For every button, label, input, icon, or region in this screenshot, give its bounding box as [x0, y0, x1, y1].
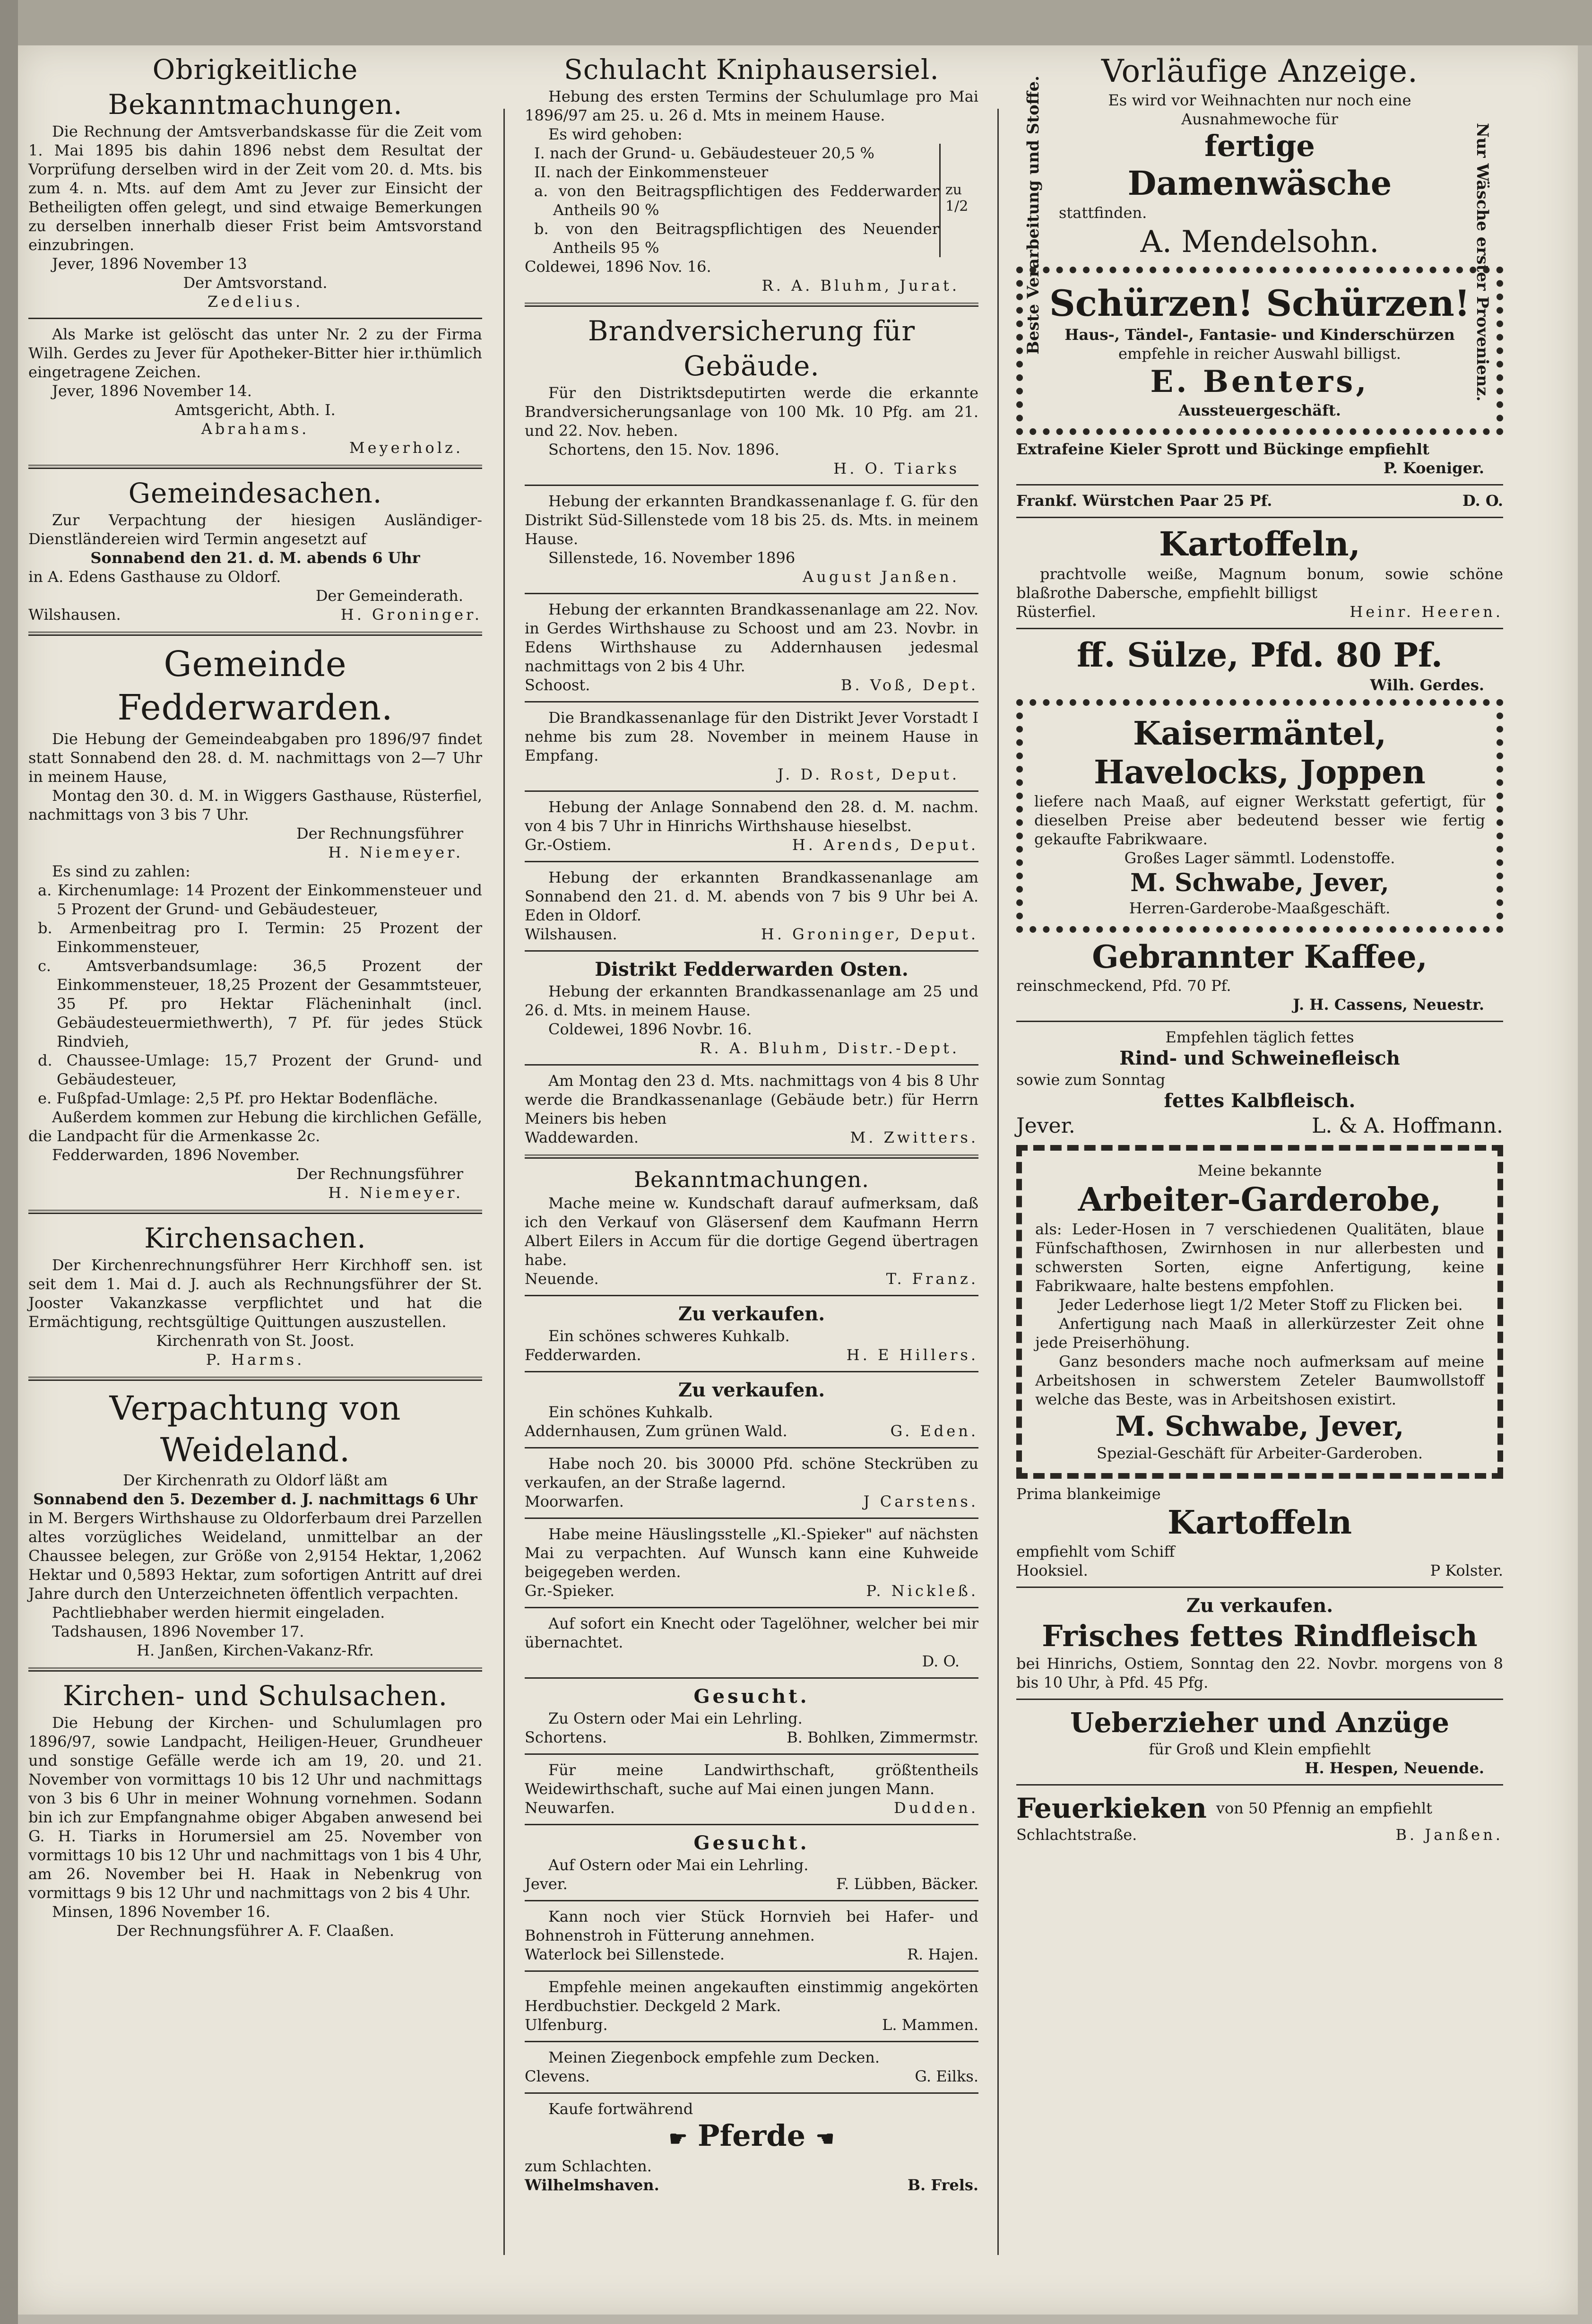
notice-text: Hebung der erkannten Brandkassenanlage f. G. für den Distrikt Süd-Sillenstede vom 18 bis 25. ds. Mts. in meinem Hause. [525, 492, 978, 548]
notice-text: Hebung der erkannten Brandkassenanlage am 25 und 26. d. Mts. in meinem Hause. [525, 982, 978, 1019]
divider [1016, 1784, 1503, 1786]
section-title: Gemeindesachen. [128, 477, 382, 509]
notice-date: Fedderwarden, 1896 November. [52, 1146, 300, 1164]
section-title: Gemeinde Fedderwarden. [117, 644, 393, 728]
ad-text: für Groß und Klein empfiehlt [1149, 1740, 1371, 1758]
sub-title: Distrikt Fedderwarden Osten. [595, 958, 908, 980]
ad-janssen [1016, 1791, 1503, 1844]
divider [525, 1064, 978, 1066]
ad-title: Zu verkaufen. [1186, 1595, 1333, 1617]
ad-signature: G. Eden. [890, 1422, 978, 1440]
ad-text: Großes Lager sämmtl. Lodenstoffe. [1124, 849, 1395, 867]
ad-signature: Heinr. Heeren. [1350, 603, 1503, 621]
ad-signature: E. Benters, [1150, 364, 1369, 399]
side-slogan-left: Beste Verarbeitung und Stoffe. [1024, 76, 1043, 355]
ad-signature: P Kolster. [1430, 1561, 1503, 1579]
notice-date: Minsen, 1896 November 16. [52, 1903, 270, 1921]
divider [1016, 1587, 1503, 1588]
ad-mendelsohn [1016, 52, 1503, 262]
ad-text: Mache meine w. Kundschaft darauf aufmerksam, daß ich den Verkauf von Gläsersenf dem Kaufmann Herrn Albert Eilers in Accum für die dortige Gegend übertragen habe. [525, 1194, 978, 1269]
ad-signature: T. Franz. [886, 1270, 978, 1288]
section-title: Kirchensachen. [144, 1222, 366, 1254]
notice-date: Jever, 1896 November 14. [52, 382, 252, 400]
ad-place: Neuwarfen. [525, 1799, 615, 1817]
ad-headline: Ueberzieher und Anzüge [1070, 1707, 1449, 1739]
ad-headline: Kartoffeln [1167, 1504, 1352, 1542]
ad-title: Vorläufige Anzeige. [1101, 53, 1419, 89]
ad-headline: Arbeiter-Garderobe, [1078, 1181, 1442, 1219]
ad-heeren [1016, 524, 1503, 621]
ad-koeniger [1016, 440, 1503, 510]
list-item: a. Kirchenumlage: 14 Prozent der Einkommensteuer und 5 Prozent der Grund- und Gebäudesteuer, [38, 881, 482, 918]
ad-text: Frankf. Würstchen Paar 25 Pf. [1016, 492, 1272, 510]
divider [525, 1371, 978, 1372]
notice-date: Jever, 1896 November 13 [52, 255, 247, 273]
list-item: e. Fußpfad-Umlage: 2,5 Pf. pro Hektar Bodenfläche. [38, 1089, 438, 1107]
divider [525, 303, 978, 307]
notice-brandversicherung [525, 313, 978, 1147]
notice-place: Gr.-Ostiem. [525, 836, 612, 854]
divider [1016, 1699, 1503, 1700]
ad-schwabe-workwear [1016, 1145, 1503, 1479]
ad-place: Schlachtstraße. [1016, 1826, 1137, 1844]
ad-kolster [1016, 1484, 1503, 1580]
ad-schwabe-coats [1016, 699, 1503, 933]
ad-signature: L. & A. Hoffmann. [1312, 1114, 1503, 1138]
list-item: b. Armenbeitrag pro I. Termin: 25 Prozent der Einkommensteuer, [38, 919, 482, 956]
divider [1016, 628, 1503, 629]
notice-signature: Der Rechnungsführer [296, 1165, 463, 1183]
notice-text: Am Montag den 23 d. Mts. nachmittags von 4 bis 8 Uhr werde die Brandkassenanlage (Gebäude betr.) für Herrn Meiners bis heben [525, 1072, 978, 1127]
ad-signature: P. Koeniger. [1383, 459, 1484, 477]
divider [525, 1607, 978, 1608]
ad-headline: Damenwäsche [1127, 164, 1392, 203]
ad-headline: Kaisermäntel, [1133, 715, 1386, 753]
column-rule-1 [503, 109, 505, 2255]
ad-signature: G. Eilks. [915, 2067, 978, 2085]
ad-headline: Havelocks, Joppen [1094, 754, 1426, 791]
ad-text: Rind- und Schweinefleisch [1119, 1047, 1400, 1069]
ad-text: Herren-Garderobe-Maaßgeschäft. [1129, 899, 1391, 917]
ad-place: Wilhelmshaven. [525, 2176, 659, 2194]
notice-signature: Der Rechnungsführer [296, 824, 463, 842]
notice-signature: Kirchenrath von St. Joost. [156, 1332, 355, 1350]
ad-signature: J Carstens. [863, 1492, 978, 1510]
divider [525, 1518, 978, 1519]
ad-signature: M. Schwabe, Jever, [1115, 1410, 1404, 1442]
section-title: Kirchen- und Schulsachen. [62, 1680, 448, 1712]
notice-text: Es sind zu zahlen: [52, 862, 190, 880]
divider [28, 1667, 482, 1672]
section-title: Bekanntmachungen. [634, 1167, 869, 1192]
notice-text: Als Marke ist gelöscht das unter Nr. 2 zu der Firma Wilh. Gerdes zu Jever für Apotheker-Bitter hier ir.thümlich eingetragene Zeichen. [28, 325, 482, 381]
ad-signature: R. Hajen. [907, 1945, 978, 1963]
ad-headline: ff. Sülze, Pfd. 80 Pf. [1076, 635, 1443, 675]
divider [28, 1210, 482, 1214]
ad-text: bei Hinrichs, Ostiem, Sonntag den 22. Novbr. morgens von 8 bis 10 Uhr, à Pfd. 45 Pfg. [1016, 1655, 1503, 1691]
ad-text: Aussteuergeschäft. [1178, 401, 1341, 419]
notice-kirchensachen [28, 1221, 482, 1369]
ad-signature: A. Mendelsohn. [1140, 225, 1379, 260]
ad-signature: Wilh. Gerdes. [1370, 676, 1484, 694]
ad-headline: Kartoffeln, [1159, 524, 1360, 564]
divider [28, 318, 482, 319]
divider [525, 1154, 978, 1159]
ad-place: Schortens. [525, 1728, 607, 1746]
ad-place: Addernhausen, Zum grünen Wald. [525, 1422, 787, 1440]
ad-text: Zu Ostern oder Mai ein Lehrling. [548, 1709, 803, 1727]
divider [525, 1824, 978, 1825]
notice-text: Die Rechnung der Amtsverbandskasse für die Zeit vom 1. Mai 1895 bis dahin 1896 nebst dem Resultat der Vorprüfung derselben wird in der Zeit vom 20. d. Mts. bis zum 4. n. Mts. auf dem Amt zu Jever zur Einsicht der Betheiligten offen gelegt, und sind etwaige Bemerkungen zu derselben innerhalb dieser Frist beim Amtsvorstand einzubringen. [28, 122, 482, 254]
ad-text: stattfinden. [1059, 204, 1147, 222]
ad-text: empfiehlt vom Schiff [1016, 1543, 1175, 1561]
ad-place: Hooksiel. [1016, 1561, 1088, 1579]
divider [28, 1377, 482, 1381]
column-2 [525, 52, 978, 2194]
divider [28, 465, 482, 469]
notice-signature: Zedelius. [207, 293, 303, 311]
ad-title: Gesucht. [693, 1685, 810, 1708]
notice-date: Tadshausen, 1896 November 17. [52, 1622, 304, 1640]
list-item: a. von den Beitragspflichtigen des Fedderwarder Antheils 90 % [534, 182, 939, 219]
ad-text: Für meine Landwirthschaft, größtentheils Weidewirthschaft, suche auf Mai einen jungen Mann. [525, 1761, 978, 1798]
payment-list [28, 881, 482, 1108]
bracket-note: zu 1/2 [939, 144, 978, 257]
notice-signature: H. Groninger, Deput. [761, 925, 978, 943]
list-item: I. nach der Grund- u. Gebäudesteuer 20,5 % [534, 144, 874, 162]
ad-place: Ulfenburg. [525, 2016, 608, 2034]
notice-date-bold: Sonnabend den 5. Dezember d. J. nachmittags 6 Uhr [33, 1490, 477, 1508]
ad-headline-text: Pferde [697, 2118, 806, 2153]
ad-gerdes [1016, 635, 1503, 694]
notice-weideland [28, 1387, 482, 1660]
ad-text: Kann noch vier Stück Hornvieh bei Hafer- und Bohnenstroh in Fütterung annehmen. [525, 1908, 978, 1944]
notice-date: Coldewei, 1896 Novbr. 16. [548, 1020, 752, 1038]
divider [525, 593, 978, 594]
ad-headline: fertige [1204, 129, 1315, 163]
notice-text: Hebung der Anlage Sonnabend den 28. d. M. nachm. von 4 bis 7 Uhr in Hinrichs Wirthshause hieselbst. [525, 798, 978, 835]
ad-text: Meinen Ziegenbock empfehle zum Decken. [548, 2048, 880, 2066]
ad-text: Spezial-Geschäft für Arbeiter-Garderoben. [1097, 1444, 1423, 1462]
ad-place: Gr.-Spieker. [525, 1582, 615, 1600]
list-item: c. Amtsverbandsumlage: 36,5 Prozent der Einkommensteuer, 18,25 Prozent der Gesammtsteuer, 35 Pf. pro Hektar Flächeninhalt (incl. Gebäudesteuermiethwerth), 7 Pf. für jedes Stück Rindvieh, [38, 957, 482, 1050]
ad-headline: Schürzen! Schürzen! [1049, 282, 1471, 324]
ad-signature: F. Lübben, Bäcker. [836, 1875, 978, 1893]
notice-signature: Amtsgericht, Abth. I. [175, 401, 336, 419]
ad-text: Jeder Lederhose liegt 1/2 Meter Stoff zu Flicken bei. [1059, 1296, 1463, 1314]
notice-fedderwarden [28, 642, 482, 1202]
divider [1016, 484, 1503, 486]
ad-place: Clevens. [525, 2067, 590, 2085]
ad-text: Ein schönes schweres Kuhkalb. [548, 1327, 790, 1345]
notice-text: Pachtliebhaber werden hiermit eingeladen. [52, 1604, 385, 1622]
notice-place: Waddewarden. [525, 1128, 639, 1146]
ad-place: Jever. [1016, 1114, 1075, 1138]
section-title: Brandversicherung für Gebäude. [588, 315, 916, 382]
notice-text: in A. Edens Gasthause zu Oldorf. [28, 568, 281, 586]
list-item: II. nach der Einkommensteuer [534, 163, 769, 181]
notice-signature: R. A. Bluhm, Jurat. [761, 277, 960, 295]
notice-text: Zur Verpachtung der hiesigen Ausländiger-Dienstländereien wird Termin angesetzt auf [28, 511, 482, 548]
ad-text: Ganz besonders mache noch aufmerksam auf meine Arbeitshosen in schwerstem Zeteler Baumwollstoff welche das Beste, was in Arbeitshosen existirt. [1035, 1353, 1484, 1408]
ad-signature: J. H. Cassens, Neuestr. [1293, 996, 1484, 1014]
notice-signature: M. Zwitters. [850, 1128, 978, 1146]
divider [525, 1753, 978, 1755]
ad-place: Neuende. [525, 1270, 599, 1288]
notice-signature: H. Arends, Deput. [792, 836, 978, 854]
notice-date-bold: Sonnabend den 21. d. M. abends 6 Uhr [90, 549, 420, 567]
divider [525, 2041, 978, 2042]
ad-text: Habe noch 20. bis 30000 Pfd. schöne Steckrüben zu verkaufen, an der Straße lagernd. [525, 1455, 978, 1492]
ad-text: Kaufe fortwährend [548, 2100, 693, 2118]
section-title: Schulacht Kniphausersiel. [564, 53, 939, 86]
divider [525, 1295, 978, 1296]
ad-text: empfehle in reicher Auswahl billigst. [1118, 345, 1401, 363]
levy-list [525, 144, 978, 257]
notice-signature: Abrahams. [201, 420, 310, 438]
ad-signature: B. Janßen. [1395, 1826, 1503, 1844]
ad-text: Es wird vor Weihnachten nur noch eine Ausnahmewoche für [1108, 91, 1411, 128]
notice-schulsachen [28, 1678, 482, 1940]
ad-hespen [1016, 1706, 1503, 1778]
notice-signature: P. Harms. [206, 1351, 305, 1369]
ad-hoffmann [1016, 1028, 1503, 1139]
divider [525, 1970, 978, 1972]
ad-text: Habe meine Häuslingsstelle „Kl.-Spieker" auf nächsten Mai zu verpachten. Auf Wunsch kann eine Kuhweide beigegeben werden. [525, 1525, 978, 1581]
notice-text: Es wird gehoben: [548, 125, 683, 143]
ad-place: Waterlock bei Sillenstede. [525, 1945, 725, 1963]
notice-signature: H. Niemeyer. [328, 843, 463, 861]
divider [525, 2092, 978, 2094]
ad-signature: L. Mammen. [882, 2016, 978, 2034]
notice-text: Hebung der erkannten Brandkassenanlage am Sonnabend den 21. d. M. abends von 7 bis 9 Uhr bei A. Eden in Oldorf. [525, 868, 978, 924]
notice-text: Hebung der erkannten Brandkassenanlage am 22. Nov. in Gerdes Wirthshause zu Schoost und am 23. Novbr. in Edens Wirthshause zu Addernhausen jedesmal nachmittags von 2 bis 4 Uhr. [525, 600, 978, 675]
notice-text: Montag den 30. d. M. in Wiggers Gasthause, Rüsterfiel, nachmittags von 3 bis 7 Uhr. [28, 787, 482, 824]
notice-date: Coldewei, 1896 Nov. 16. [525, 258, 711, 276]
section-title: Verpachtung von Weideland. [109, 1389, 401, 1469]
section-title: Obrigkeitliche Bekanntmachungen. [108, 53, 403, 121]
ad-text: zum Schlachten. [525, 2157, 652, 2175]
notice-text: Die Brandkassenanlage für den Distrikt Jever Vorstadt I nehme bis zum 28. November in meinem Hause in Empfang. [525, 709, 978, 764]
notice-signature: Der Gemeinderath. [315, 587, 463, 605]
notice-date: Schortens, den 15. Nov. 1896. [548, 441, 779, 459]
notice-signature: B. Voß, Dept. [840, 676, 978, 694]
ad-text: Ein schönes Kuhkalb. [548, 1403, 713, 1421]
ad-signature: H. Hespen, Neuende. [1305, 1759, 1484, 1777]
ad-signature: D. O. [922, 1652, 960, 1670]
ad-text: Haus-, Tändel-, Fantasie- und Kinderschürzen [1064, 326, 1455, 344]
ad-headline [525, 2118, 978, 2157]
pointing-hand-icon: ☛ [668, 2127, 688, 2151]
column-1 [28, 52, 482, 1940]
ad-text: Auf sofort ein Knecht oder Tagelöhner, welcher bei mir übernachtet. [525, 1614, 978, 1651]
ad-cassens [1016, 937, 1503, 1014]
divider [1016, 1021, 1503, 1022]
ad-signature: Dudden. [894, 1799, 978, 1817]
ad-headline: Gebrannter Kaffee, [1092, 938, 1428, 975]
divider [525, 485, 978, 486]
ad-title: Gesucht. [693, 1832, 810, 1854]
notice-text: Außerdem kommen zur Hebung die kirchlichen Gefälle, die Landpacht für die Armenkasse 2c. [28, 1108, 482, 1145]
ad-text: reinschmeckend, Pfd. 70 Pf. [1016, 977, 1231, 995]
notice-date: Sillenstede, 16. November 1896 [548, 549, 796, 567]
notice-text: Die Hebung der Gemeindeabgaben pro 1896/97 findet statt Sonnabend den 28. d. M. nachmittags von 2—7 Uhr in meinem Hause, [28, 730, 482, 786]
ad-text: fettes Kalbfleisch. [1164, 1090, 1356, 1112]
ad-signature: D. O. [1462, 492, 1503, 510]
notice-schulacht [525, 52, 978, 295]
divider [525, 790, 978, 792]
list-item: b. von den Beitragspflichtigen des Neuender Antheils 95 % [534, 220, 939, 257]
ad-text: als: Leder-Hosen in 7 verschiedenen Qualitäten, blaue Fünfschafthosen, Zwirnhosen in nur allerbesten und schwersten Sorten, eigne Anfertigung, keine Fabrikwaare, halte bestens empfohlen. [1035, 1220, 1484, 1295]
list-item: d. Chaussee-Umlage: 15,7 Prozent der Grund- und Gebäudesteuer, [38, 1051, 482, 1088]
divider [28, 632, 482, 636]
notice-gemeinde [28, 476, 482, 624]
notice-signature: H. Niemeyer. [328, 1184, 463, 1202]
notice-signature: Der Amtsvorstand. [183, 274, 328, 292]
notice-signature: Meyerholz. [349, 439, 463, 457]
ad-benters [1016, 267, 1503, 435]
notice-signature: August Janßen. [803, 568, 960, 586]
notice-official [28, 52, 482, 311]
notice-text: Die Hebung der Kirchen- und Schulumlagen pro 1896/97, sowie Landpacht, Heiligen-Heuer, Grundheuer und sonstige Gefälle werde ich am 19, 20. und 21. November von vormittags 10 bis 12 Uhr und nachmittags von 3 bis 6 Uhr in meiner Wohnung vornehmen. Sodann bin ich zur Empfangnahme obiger Abgaben anwesend bei G. H. Tiarks in Horumersiel am 25. November von vormittags 10 bis 12 Uhr und nachmittags von 1 bis 4 Uhr, am 26. November bei H. Haak in Nebenkrug von vormittags 9 bis 12 Uhr und nachmittags von 2 bis 4 Uhr. [28, 1714, 482, 1902]
notice-text: Für den Distriktsdeputirten werde die erkannte Brandversicherungsanlage von 100 Mk. 10 Pfg. am 21. und 22. Nov. heben. [525, 384, 978, 440]
ad-text: Prima blankeimige [1016, 1485, 1161, 1503]
ad-signature: H. E Hillers. [846, 1346, 978, 1364]
ad-title: Zu verkaufen. [678, 1303, 825, 1325]
ad-text: Auf Ostern oder Mai ein Lehrling. [548, 1856, 809, 1874]
notice-text: Hebung des ersten Termins der Schulumlage pro Mai 1896/97 am 25. u. 26 d. Mts in meinem Hause. [525, 87, 978, 124]
ad-text: prachtvolle weiße, Magnum bonum, sowie schöne blaßrothe Dabersche, empfiehlt billigst [1016, 565, 1503, 602]
ad-text: sowie zum Sonntag [1016, 1071, 1166, 1089]
notice-text: Der Kirchenrechnungsführer Herr Kirchhoff sen. ist seit dem 1. Mai d. J. auch als Rechnungsführer der St. Jooster Vakanzkasse verpflichtet und hat die Ermächtigung, rechtsgültige Quittungen auszustellen. [28, 1256, 482, 1331]
ad-title: Zu verkaufen. [678, 1379, 825, 1401]
ad-text: Meine bekannte [1197, 1162, 1322, 1179]
notice-signature: J. D. Rost, Deput. [777, 765, 960, 783]
notice-place: Schoost. [525, 676, 590, 694]
ad-hinrichs [1016, 1594, 1503, 1692]
pointing-hand-icon: ☚ [815, 2127, 835, 2151]
ad-signature: P. Nickleß. [866, 1582, 978, 1600]
notice-signature: H. O. Tiarks [833, 460, 960, 477]
book-spine [0, 0, 18, 2324]
ad-signature: M. Schwabe, Jever, [1130, 868, 1389, 897]
notice-signature: H. Groninger. [340, 606, 482, 624]
ad-place: Rüsterfiel. [1016, 603, 1096, 621]
notice-text: in M. Bergers Wirthshause zu Oldorferbaum drei Parzellen altes vorzügliches Weideland, unmittelbar an der Chaussee belegen, zur Größe von 2,9154 Hektar, 1,2062 Hektar und 0,5893 Hektar, zum sofortigen Antritt auf drei Jahre durch den Unterzeichneten öffentlich verpachten. [28, 1509, 482, 1603]
divider [525, 701, 978, 702]
ad-text: Empfehle meinen angekauften einstimmig angekörten Herdbuchstier. Deckgeld 2 Mark. [525, 1978, 978, 2015]
ad-text: von 50 Pfennig an empfiehlt [1216, 1799, 1432, 1817]
column-rule-2 [997, 109, 999, 2255]
divider [525, 1447, 978, 1448]
notice-place: Wilshausen. [525, 925, 617, 943]
notice-signature: R. A. Bluhm, Distr.-Dept. [700, 1039, 960, 1057]
column-3 [1016, 52, 1503, 1844]
ad-text: Extrafeine Kieler Sprott und Bückinge empfiehlt [1016, 440, 1429, 458]
ad-place: Jever. [525, 1875, 568, 1893]
ad-signature: B. Frels. [907, 2176, 978, 2194]
notice-text: Der Kirchenrath zu Oldorf läßt am [123, 1471, 388, 1489]
ad-signature: B. Bohlken, Zimmermstr. [787, 1728, 978, 1746]
ad-text: Empfehlen täglich fettes [1165, 1028, 1354, 1046]
notice-trademark [28, 325, 482, 457]
side-slogan-right: Nur Wäsche erster Provenienz. [1473, 123, 1492, 402]
divider [525, 1900, 978, 1901]
divider [525, 861, 978, 862]
ad-headline: Feuerkieken [1016, 1792, 1207, 1824]
ad-text: Anfertigung nach Maaß in allerkürzester Zeit ohne jede Preiserhöhung. [1035, 1315, 1484, 1352]
notice-signature: Der Rechnungsführer A. F. Claaßen. [116, 1922, 395, 1940]
ad-headline: Frisches fettes Rindfleisch [1042, 1619, 1478, 1653]
ad-place: Moorwarfen. [525, 1492, 624, 1510]
scan-top-margin [0, 0, 1592, 45]
divider [525, 1677, 978, 1679]
divider [525, 950, 978, 952]
ad-place: Fedderwarden. [525, 1346, 641, 1364]
divider [1016, 517, 1503, 518]
notice-place: Wilshausen. [28, 606, 121, 624]
notice-signature: H. Janßen, Kirchen-Vakanz-Rfr. [137, 1641, 374, 1659]
ad-text: liefere nach Maaß, auf eigner Werkstatt gefertigt, für dieselben Preise aber bedeutend besser wie fertig gekaufte Fabrikwaare. [1034, 792, 1485, 848]
ads-small [525, 1165, 978, 2194]
